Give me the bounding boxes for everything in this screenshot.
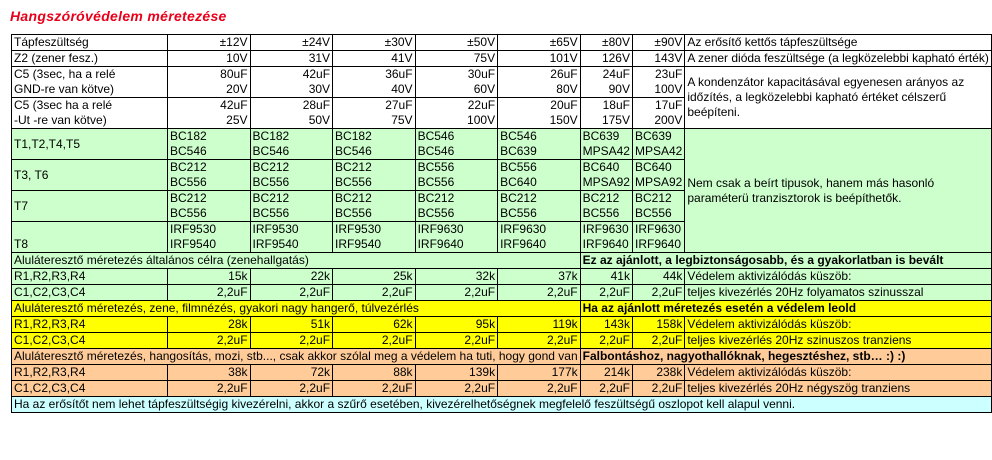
supply-voltage-cell: ±30V [333, 35, 416, 51]
transistor-type-cell [250, 160, 333, 191]
section-heading-bold: Ha az ajánlott méretezés esetén a védelem leold [580, 301, 991, 317]
cell-stack [418, 160, 496, 190]
cell-line: BC212 [252, 160, 290, 174]
supply-voltage-cell: ±24V [250, 35, 333, 51]
cell-line: MPSA42 [634, 144, 683, 158]
cell-line: 100V [467, 113, 496, 127]
transistor-type-cell [498, 191, 581, 222]
transistor-type-cell [250, 222, 333, 253]
c5-gnd-value-cell [632, 67, 684, 98]
transistor-type-cell [168, 222, 251, 253]
cell-stack [500, 222, 578, 252]
capacitor-label: C1,C2,C3,C4 [12, 285, 168, 301]
cell-line: BC556 [335, 206, 372, 220]
cell-line: BC212 [170, 160, 207, 174]
cell-line: BC556 [500, 206, 537, 220]
cell-line: BC546 [335, 144, 372, 158]
capacitor-value-cell: 2,2uF [333, 381, 416, 397]
cell-line: BC212 [582, 191, 620, 205]
c5-ut-label [12, 98, 168, 129]
c5-gnd-value-cell [415, 67, 498, 98]
z2-label: Z2 (zener fesz.) [12, 51, 168, 67]
cell-line: BC556 [417, 175, 455, 189]
cell-stack [170, 191, 248, 221]
cell-line: BC556 [170, 175, 207, 189]
cell-line: 17uF [654, 98, 683, 112]
cell-line: GND-re van kötve) [14, 82, 115, 96]
cell-stack [253, 129, 331, 159]
c5-gnd-value-cell [333, 67, 416, 98]
cell-line: 20uF [550, 98, 578, 112]
capacitor-value-cell: 2,2uF [168, 285, 251, 301]
resistor-value-cell: 28k [168, 317, 251, 333]
cell-line: IRF9630 [582, 222, 629, 236]
capacitor-value-cell: 2,2uF [250, 285, 333, 301]
capacitor-value-cell: 2,2uF [333, 333, 416, 349]
cell-line: 28uF [302, 98, 331, 112]
transistor-type-cell [333, 160, 416, 191]
resistor-value-cell: 32k [415, 269, 498, 285]
cell-stack [335, 160, 413, 190]
section-heading: Aluláteresztő méretezés, zene, filmnézés, gyakori nagy hangerő, túlvezérlés [12, 301, 581, 317]
cell-line: BC556 [252, 175, 290, 189]
c5-gnd-label [12, 67, 168, 98]
capacitor-value-cell: 2,2uF [250, 333, 333, 349]
cell-stack [253, 222, 331, 252]
transistor-type-cell [250, 191, 333, 222]
cell-stack [583, 160, 630, 190]
c5-gnd-value-cell [168, 67, 251, 98]
z2-value-cell: 31V [250, 51, 333, 67]
capacitor-value-cell: 2,2uF [250, 381, 333, 397]
cell-line: BC182 [252, 129, 290, 143]
resistor-value-cell: 44k [632, 269, 684, 285]
cell-line: 18uF [602, 98, 630, 112]
resistor-label: R1,R2,R3,R4 [12, 269, 168, 285]
cell-line: BC546 [417, 129, 455, 143]
cell-line: BC212 [417, 191, 455, 205]
transistor-type-cell [415, 160, 498, 191]
c5-gnd-value-cell [580, 67, 632, 98]
cell-line: 60V [473, 82, 496, 96]
resistor-value-cell: 62k [333, 317, 416, 333]
transistor-type-cell [250, 129, 333, 160]
c5-ut-value-cell [580, 98, 632, 129]
transistor-type-cell [168, 191, 251, 222]
capacitor-value-cell: 2,2uF [168, 333, 251, 349]
cell-line: BC556 [252, 206, 290, 220]
resistor-value-cell: 95k [415, 317, 498, 333]
cell-line: BC546 [252, 144, 290, 158]
cell-stack [418, 129, 496, 159]
transistor-type-cell [580, 191, 632, 222]
capacitor-value-cell: 2,2uF [498, 381, 581, 397]
table-row [12, 129, 992, 160]
cell-line: IRF9530 [252, 222, 299, 236]
cell-line: 22uF [467, 98, 496, 112]
cell-line: IRF9640 [417, 237, 464, 251]
cell-stack [335, 222, 413, 252]
capacitor-value-cell: 2,2uF [498, 333, 581, 349]
transistor-type-cell [580, 129, 632, 160]
cell-line: 150V [549, 113, 578, 127]
table-row [12, 317, 992, 333]
cell-line: 90V [608, 82, 630, 96]
resistor-note: Védelem aktivizálódás küszöb: [685, 365, 992, 381]
c5-ut-value-cell [333, 98, 416, 129]
transistor-type-cell [632, 129, 684, 160]
cell-stack [635, 129, 682, 159]
cell-line: BC556 [500, 160, 537, 174]
cell-stack [335, 129, 413, 159]
cell-line: BC556 [335, 175, 372, 189]
supply-voltage-cell: ±90V [632, 35, 684, 51]
resistor-value-cell: 88k [333, 365, 416, 381]
cell-line: IRF9540 [170, 237, 217, 251]
table-row [12, 333, 992, 349]
cell-line: BC639 [582, 129, 620, 143]
transistor-type-cell [168, 160, 251, 191]
cell-line: BC182 [170, 129, 207, 143]
cell-line: 24uF [602, 67, 630, 81]
cell-stack [14, 67, 165, 97]
supply-voltage-cell: ±12V [168, 35, 251, 51]
table-row [12, 269, 992, 285]
cell-stack [583, 67, 630, 97]
cell-line: BC546 [170, 144, 207, 158]
resistor-label: R1,R2,R3,R4 [12, 317, 168, 333]
cell-line: 30V [308, 82, 331, 96]
resistor-value-cell: 158k [632, 317, 684, 333]
resistor-value-cell: 41k [580, 269, 632, 285]
cell-stack [253, 191, 331, 221]
capacitor-value-cell: 2,2uF [632, 285, 684, 301]
resistor-value-cell: 214k [580, 365, 632, 381]
cell-stack [635, 160, 682, 190]
capacitor-value-cell: 2,2uF [580, 285, 632, 301]
cell-line: 42uF [302, 67, 331, 81]
cell-line: BC556 [634, 206, 672, 220]
supply-voltage-cell: ±65V [498, 35, 581, 51]
resistor-value-cell: 22k [250, 269, 333, 285]
cell-stack [418, 67, 496, 97]
cell-line: BC640 [500, 175, 537, 189]
transistor-label: T8 [12, 222, 168, 253]
supply-label: Tápfeszültség [12, 35, 168, 51]
c5-ut-value-cell [498, 98, 581, 129]
capacitor-note: teljes kivezérlés 20Hz négyszög tranziens [685, 381, 992, 397]
cell-stack [14, 98, 165, 128]
transistor-type-cell [333, 129, 416, 160]
c5-ut-value-cell [250, 98, 333, 129]
cell-stack [418, 98, 496, 128]
cell-stack [170, 98, 248, 128]
transistor-type-cell [632, 160, 684, 191]
transistor-type-cell [415, 129, 498, 160]
cell-line: BC639 [634, 129, 672, 143]
cell-line: IRF9530 [335, 222, 382, 236]
cell-line: IRF9630 [634, 222, 682, 236]
cell-line: IRF9630 [417, 222, 464, 236]
capacitor-value-cell: 2,2uF [498, 285, 581, 301]
capacitor-note: teljes kivezérlés 20Hz szinuszos tranziens [685, 333, 992, 349]
cell-line: IRF9530 [170, 222, 217, 236]
table-row [12, 365, 992, 381]
z2-value-cell: 41V [333, 51, 416, 67]
resistor-value-cell: 37k [498, 269, 581, 285]
cell-line: 50V [308, 113, 331, 127]
z2-value-cell: 75V [415, 51, 498, 67]
cell-line: 27uF [385, 98, 413, 112]
cell-line: MPSA92 [634, 175, 683, 189]
cell-stack [635, 222, 682, 252]
cell-stack [253, 98, 331, 128]
cell-line: BC640 [634, 160, 672, 174]
supply-voltage-cell: ±50V [415, 35, 498, 51]
supply-voltage-cell: ±80V [580, 35, 632, 51]
transistor-type-cell [580, 160, 632, 191]
cell-stack [500, 98, 578, 128]
table-row [12, 35, 992, 51]
cell-line: BC639 [500, 144, 537, 158]
cell-stack [335, 191, 413, 221]
cell-line: 23uF [654, 67, 683, 81]
cell-line: 20V [226, 82, 248, 96]
cell-line: MPSA42 [582, 144, 630, 158]
capacitor-value-cell: 2,2uF [415, 333, 498, 349]
c5-ut-value-cell [168, 98, 251, 129]
transistor-type-cell [168, 129, 251, 160]
transistor-type-cell [580, 222, 632, 253]
transistor-type-cell [415, 222, 498, 253]
capacitor-label: C1,C2,C3,C4 [12, 381, 168, 397]
cell-line: 30uF [467, 67, 496, 81]
z2-note: A zener dióda feszültsége (a legközelebbi kapható érték) [685, 51, 992, 67]
cell-stack [500, 129, 578, 159]
cell-stack [253, 160, 331, 190]
section-heading-bold: Ez az ajánlott, a legbiztonságosabb, és a gyakorlatban is bevált [580, 253, 991, 269]
cell-stack [170, 222, 248, 252]
cell-line: BC212 [634, 191, 672, 205]
resistor-value-cell: 51k [250, 317, 333, 333]
resistor-value-cell: 238k [632, 365, 684, 381]
table-row [12, 285, 992, 301]
c5-gnd-value-cell [250, 67, 333, 98]
table-row [12, 67, 992, 98]
cell-line: IRF9540 [335, 237, 382, 251]
cell-stack [583, 191, 630, 221]
cell-line: 175V [601, 113, 630, 127]
resistor-value-cell: 139k [415, 365, 498, 381]
cell-stack [170, 160, 248, 190]
cell-line: 200V [654, 113, 683, 127]
transistor-label: T1,T2,T4,T5 [12, 129, 168, 160]
cell-line: BC212 [335, 160, 372, 174]
table-row [12, 397, 992, 413]
c5-note: A kondenzátor kapacitásával egyenesen arányos az időzítés, a legközelebbi kapható értéket célszerű beépíteni. [685, 67, 992, 129]
transistor-type-cell [333, 222, 416, 253]
section-heading: Aluláteresztő méretezés, hangosítás, mozi, stb..., csak akkor szólal meg a védelem ha tuti, hogy gond van [12, 349, 581, 365]
cell-line: 26uF [550, 67, 578, 81]
cell-stack [500, 191, 578, 221]
cell-line: IRF9630 [500, 222, 547, 236]
cell-line: 100V [654, 82, 683, 96]
z2-value-cell: 143V [632, 51, 684, 67]
capacitor-value-cell: 2,2uF [632, 381, 684, 397]
resistor-value-cell: 143k [580, 317, 632, 333]
cell-line: 80uF [220, 67, 248, 81]
cell-stack [500, 160, 578, 190]
section-heading: Aluláteresztő méretezés általános célra (zenehallgatás) [12, 253, 581, 269]
table-row [12, 301, 992, 317]
cell-line: BC212 [252, 191, 290, 205]
cell-line: BC640 [582, 160, 620, 174]
cell-stack [583, 129, 630, 159]
transistor-label: T3, T6 [12, 160, 168, 191]
cell-line: BC556 [417, 206, 455, 220]
z2-value-cell: 10V [168, 51, 251, 67]
transistor-type-cell [498, 129, 581, 160]
cell-line: 42uF [220, 98, 248, 112]
section-heading-bold: Falbontáshoz, nagyothallóknak, hegesztéshez, stb… :) :) [580, 349, 991, 365]
cell-stack [335, 67, 413, 97]
resistor-value-cell: 72k [250, 365, 333, 381]
cell-line: BC556 [417, 160, 455, 174]
capacitor-value-cell: 2,2uF [632, 333, 684, 349]
cell-line: BC546 [500, 129, 537, 143]
cell-line: IRF9640 [500, 237, 547, 251]
cell-line: 80V [556, 82, 578, 96]
z2-value-cell: 126V [580, 51, 632, 67]
table-row [12, 253, 992, 269]
cell-stack [635, 98, 682, 128]
cell-stack [635, 191, 682, 221]
resistor-label: R1,R2,R3,R4 [12, 365, 168, 381]
z2-value-cell: 101V [498, 51, 581, 67]
sizing-table [11, 34, 992, 413]
cell-stack [583, 222, 630, 252]
cell-stack [500, 67, 578, 97]
transistor-type-cell [632, 191, 684, 222]
transistor-label: T7 [12, 191, 168, 222]
resistor-value-cell: 25k [333, 269, 416, 285]
cell-line: BC212 [335, 191, 372, 205]
cell-stack [418, 191, 496, 221]
capacitor-value-cell: 2,2uF [415, 381, 498, 397]
capacitor-label: C1,C2,C3,C4 [12, 333, 168, 349]
cell-line: 75V [391, 113, 413, 127]
cell-line: 36uF [385, 67, 413, 81]
table-row [12, 349, 992, 365]
transistor-type-cell [498, 222, 581, 253]
cell-stack [335, 98, 413, 128]
cell-stack [170, 129, 248, 159]
cell-line: BC182 [335, 129, 372, 143]
c5-ut-value-cell [415, 98, 498, 129]
capacitor-value-cell: 2,2uF [415, 285, 498, 301]
cell-line: IRF9640 [582, 237, 629, 251]
c5-ut-value-cell [632, 98, 684, 129]
c5-gnd-value-cell [498, 67, 581, 98]
cell-line: 25V [226, 113, 248, 127]
cell-line: 40V [391, 82, 413, 96]
cell-line: BC556 [170, 206, 207, 220]
cell-line: IRF9540 [252, 237, 299, 251]
transistor-note: Nem csak a beírt tipusok, hanem más hasonló paraméterü tranzisztorok is beépíthetők. [685, 129, 992, 253]
capacitor-value-cell: 2,2uF [580, 333, 632, 349]
capacitor-value-cell: 2,2uF [333, 285, 416, 301]
supply-note: Az erősítő kettős tápfeszültsége [685, 35, 992, 51]
cell-line: BC556 [582, 206, 620, 220]
table-row [12, 381, 992, 397]
cell-line: C5 (3sec, ha a relé [14, 67, 116, 81]
transistor-type-cell [415, 191, 498, 222]
cell-stack [418, 222, 496, 252]
resistor-note: Védelem aktivizálódás küszöb: [685, 269, 992, 285]
cell-line: IRF9640 [634, 237, 682, 251]
resistor-value-cell: 119k [498, 317, 581, 333]
table-row [12, 51, 992, 67]
footer-note: Ha az erősítőt nem lehet tápfeszültségig kivezérelni, akkor a szűrő esetében, kivezérelhetőségnek megfelelő feszültségű oszlopot kell alapul venni. [12, 397, 992, 413]
cell-line: BC212 [500, 191, 537, 205]
capacitor-value-cell: 2,2uF [168, 381, 251, 397]
transistor-type-cell [333, 191, 416, 222]
cell-stack [635, 67, 682, 97]
cell-line: C5 (3sec ha a relé [14, 98, 113, 112]
capacitor-value-cell: 2,2uF [580, 381, 632, 397]
resistor-value-cell: 15k [168, 269, 251, 285]
resistor-note: Védelem aktivizálódás küszöb: [685, 317, 992, 333]
transistor-type-cell [498, 160, 581, 191]
transistor-type-cell [632, 222, 684, 253]
cell-line: BC212 [170, 191, 207, 205]
resistor-value-cell: 38k [168, 365, 251, 381]
capacitor-note: teljes kivezérlés 20Hz folyamatos szinusszal [685, 285, 992, 301]
cell-line: BC546 [417, 144, 455, 158]
cell-line: -Ut -re van kötve) [14, 113, 107, 127]
cell-stack [253, 67, 331, 97]
cell-line: MPSA92 [582, 175, 630, 189]
sheet-title: Hangszóróvédelem méretezése [10, 8, 227, 24]
cell-stack [583, 98, 630, 128]
cell-stack [170, 67, 248, 97]
resistor-value-cell: 177k [498, 365, 581, 381]
